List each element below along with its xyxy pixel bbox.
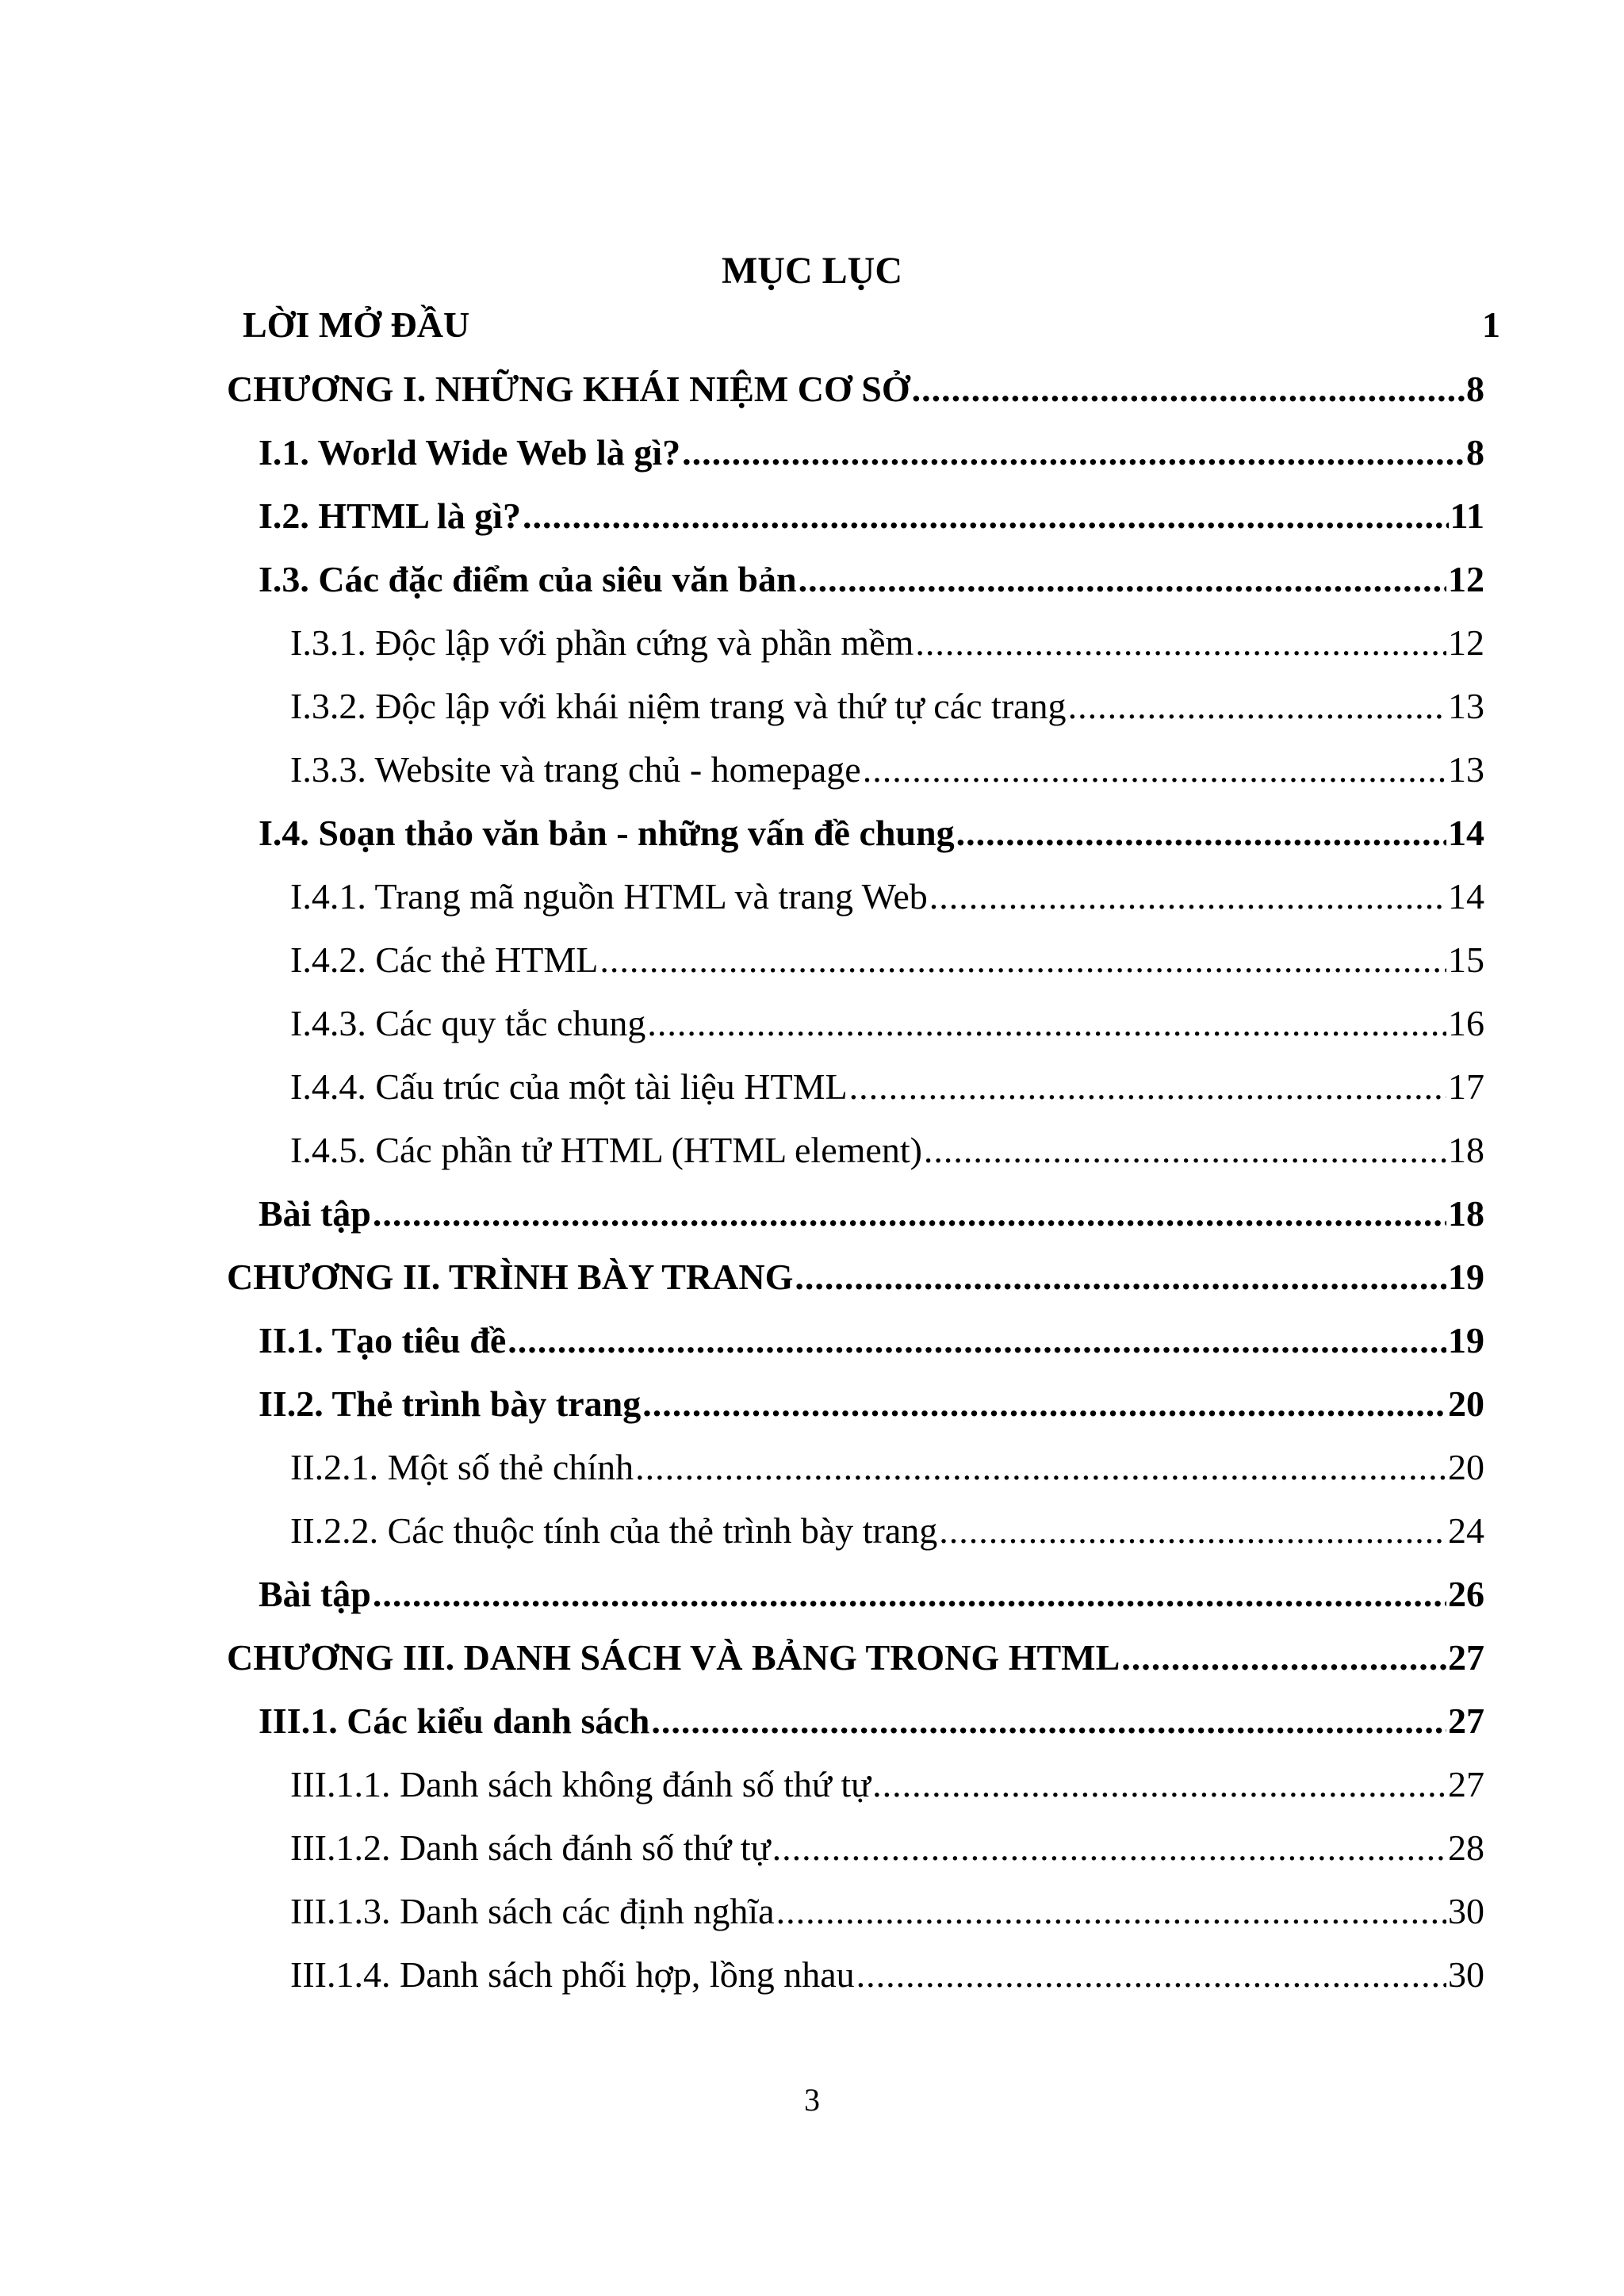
toc-entry-title: I.4.2. Các thẻ HTML [290,939,599,980]
toc-entry-section[interactable] [259,1380,1484,1429]
toc-entry-title: III.1. Các kiểu danh sách [259,1701,650,1741]
toc-entry-leader [912,365,1465,414]
toc-entry-leader [924,1126,1446,1175]
toc-entry-page: 20 [1448,1447,1484,1487]
toc-entry-page: 19 [1448,1320,1484,1360]
toc-entry-leader [939,1506,1446,1556]
toc-entry-subsection[interactable] [290,745,1484,794]
toc-entry-page: 26 [1448,1574,1484,1614]
toc-entry-page: 13 [1448,686,1484,726]
toc-entry-title: I.1. World Wide Web là gì? [259,432,681,473]
toc-entry-title: LỜI MỞ ĐẦU [243,304,470,345]
toc-entry-leader [373,1570,1446,1619]
toc-entry-page: 8 [1466,369,1484,409]
toc-entry-leader [682,428,1465,477]
toc-entry-leader [915,618,1446,668]
toc-entry-page: 8 [1466,432,1484,473]
toc-entry-chapter[interactable] [227,365,1484,414]
toc-entry-leader [799,555,1446,604]
toc-entry-exercises[interactable] [259,1570,1484,1619]
toc-entry-section[interactable] [259,809,1484,858]
toc-entry-page: 14 [1448,813,1484,853]
toc-entry-page: 12 [1448,622,1484,663]
toc-entry-page: 18 [1448,1193,1484,1234]
toc-entry-section[interactable] [259,1697,1484,1746]
toc-entry-page: 17 [1448,1066,1484,1107]
toc-entry-title: II.2.1. Một số thẻ chính [290,1447,634,1487]
toc-entry-title: I.4.5. Các phần tử HTML (HTML element) [290,1130,922,1170]
toc-entry-leader [373,1189,1446,1238]
toc-entry-leader [849,1062,1446,1112]
toc-entry-subsection[interactable] [290,682,1484,731]
toc-entry-title: III.1.1. Danh sách không đánh số thứ tự [290,1764,871,1804]
toc-entry-subsection[interactable] [290,1506,1484,1556]
toc-entry-leader [1121,1633,1446,1682]
toc-entry-chapter[interactable] [227,1253,1484,1302]
toc-entry-title: I.4. Soạn thảo văn bản - những vấn đề chung [259,813,955,853]
toc-entry-exercises[interactable] [259,1189,1484,1238]
toc-entry-leader [795,1253,1446,1302]
toc-entry-leader [508,1316,1446,1365]
toc-entry-page: 27 [1448,1701,1484,1741]
toc-entry-page: 19 [1448,1257,1484,1297]
toc-entry-subsection[interactable] [290,936,1484,985]
toc-entry-subsection[interactable] [290,1443,1484,1492]
toc-entry-subsection[interactable] [290,1062,1484,1112]
toc-entry-page: 13 [1448,749,1484,790]
toc-entry-leader [1068,682,1446,731]
toc-entry-page: 14 [1448,876,1484,916]
toc-entry-leader [523,492,1449,541]
toc-entry-title: I.3.2. Độc lập với khái niệm trang và thứ tự các trang [290,686,1067,726]
toc-entry-title: I.4.3. Các quy tắc chung [290,1003,646,1043]
page-title: MỤC LỤC [722,250,902,292]
toc-entry-page: 24 [1448,1510,1484,1551]
toc-entry-title: II.2. Thẻ trình bày trang [259,1383,642,1424]
toc-entry-page: 16 [1448,1003,1484,1043]
toc-entry-subsection[interactable] [290,1126,1484,1175]
page-number: 3 [804,2082,820,2118]
toc-entry-title: CHƯƠNG II. TRÌNH BÀY TRANG [227,1257,794,1297]
toc-entry-title: I.3. Các đặc điểm của siêu văn bản [259,559,797,599]
toc-entry-page: 28 [1448,1827,1484,1868]
toc-entry-page: 27 [1448,1764,1484,1804]
toc-entry-title: I.3.3. Website và trang chủ - homepage [290,749,861,790]
toc-entry-page: 12 [1448,559,1484,599]
toc-entry-chapter[interactable] [227,1633,1484,1682]
toc-entry-leader [776,1887,1446,1936]
toc-entry-title: CHƯƠNG III. DANH SÁCH VÀ BẢNG TRONG HTML [227,1637,1120,1678]
toc-entry-leader [863,745,1446,794]
toc-entry-subsection[interactable] [290,999,1484,1048]
toc-entry-page: 18 [1448,1130,1484,1170]
toc-entry-page: 27 [1448,1637,1484,1678]
toc-entry-page: 20 [1448,1383,1484,1424]
toc-entry-leader [956,809,1446,858]
toc-entry-title: Bài tập [259,1193,371,1234]
toc-entry-title: II.1. Tạo tiêu đề [259,1320,507,1360]
toc-entry-leader [642,1380,1446,1429]
toc-entry-section[interactable] [259,1316,1484,1365]
toc-entry-title: III.1.2. Danh sách đánh số thứ tự [290,1827,771,1868]
toc-entry-leader [599,936,1446,985]
toc-entry-subsection[interactable] [290,1887,1484,1936]
toc-entry-page: 15 [1448,939,1484,980]
toc-entry-title: I.4.1. Trang mã nguồn HTML và trang Web [290,876,928,916]
toc-entry-title: III.1.3. Danh sách các định nghĩa [290,1891,775,1931]
toc-entry-leader [856,1950,1446,1999]
toc-entry-title: II.2.2. Các thuộc tính của thẻ trình bày trang [290,1510,938,1551]
toc-entry-title: Bài tập [259,1574,371,1614]
toc-entry-title: I.2. HTML là gì? [259,496,521,536]
toc-entry-subsection[interactable] [290,1760,1484,1809]
toc-entry-title: I.4.4. Cấu trúc của một tài liệu HTML [290,1066,848,1107]
toc-entry-subsection[interactable] [290,872,1484,921]
toc-entry-leader [647,999,1446,1048]
toc-entry-page: 30 [1448,1954,1484,1995]
toc-entry-page: 1 [1482,304,1500,345]
toc-entry-title: CHƯƠNG I. NHỮNG KHÁI NIỆM CƠ SỞ [227,369,910,409]
toc-entry-section[interactable] [259,428,1484,477]
toc-entry-title: III.1.4. Danh sách phối hợp, lồng nhau [290,1954,855,1995]
toc-entry-leader [651,1697,1446,1746]
toc-entry-subsection[interactable] [290,1823,1484,1873]
toc-entry-subsection[interactable] [290,1950,1484,1999]
toc-entry-leader [772,1823,1446,1873]
toc-entry-preface[interactable] [243,300,1500,350]
toc-entry-leader [635,1443,1446,1492]
toc-entry-leader [929,872,1446,921]
toc-entry-leader [872,1760,1446,1809]
toc-entry-title: I.3.1. Độc lập với phần cứng và phần mềm [290,622,914,663]
toc-entry-subsection[interactable] [290,618,1484,668]
toc-entry-section[interactable] [259,555,1484,604]
toc-entry-section[interactable] [259,492,1484,541]
toc-entry-page: 30 [1448,1891,1484,1931]
toc-entry-page: 11 [1450,496,1484,536]
